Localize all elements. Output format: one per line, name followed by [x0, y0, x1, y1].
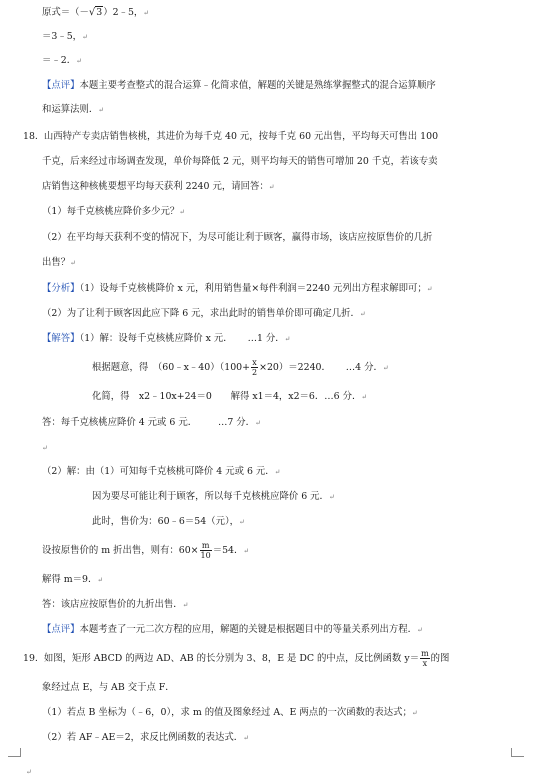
- paragraph-mark: ↵: [182, 601, 189, 609]
- numerator: m: [200, 541, 212, 551]
- paragraph-mark: ↵: [417, 626, 423, 634]
- question-number: 19.: [23, 653, 38, 664]
- text: 象经过点 E，与 AB 交于点 F．: [42, 682, 175, 693]
- paragraph-mark: ↵: [70, 259, 77, 267]
- text: 此时，售价为：60﹣6＝54（元），: [92, 516, 240, 527]
- paragraph-mark: ↵: [284, 335, 291, 343]
- text: （2）在平均每天获利不变的情况下，为尽可能让利于顾客，赢得市场，该店应按原售价的几折: [42, 232, 433, 243]
- paragraph-mark: ↵: [243, 734, 250, 742]
- comment-line: [42, 79, 436, 92]
- text: 设按原售价的 m 折出售，则有：60×: [42, 545, 199, 556]
- sub-question-2: [42, 256, 76, 270]
- equation-line: [92, 358, 389, 378]
- text: 解得 m＝9．: [42, 574, 98, 585]
- paragraph-mark: ↵: [143, 9, 150, 17]
- analysis-line: [42, 282, 433, 296]
- comment-tag: 【点评】: [42, 624, 80, 635]
- fraction: [251, 358, 258, 377]
- paragraph-mark: ↵: [179, 208, 186, 216]
- paragraph-mark: ↵: [98, 106, 105, 114]
- page-corner-mark: [8, 748, 21, 757]
- text: 出售？: [42, 257, 71, 268]
- paragraph-mark: ↵: [76, 57, 82, 65]
- text: 如图，矩形 ABCD 的两边 AD、AB 的长分别为 3、8，E 是 DC 的中点，反比例函数 y＝: [43, 653, 420, 664]
- answer-line: [42, 416, 261, 430]
- text: （1）解：设每千克核桃应降价 x 元．: [79, 333, 233, 344]
- comment-line: [42, 103, 104, 117]
- text: ＝3﹣5，: [42, 31, 83, 42]
- text: 山西特产专卖店销售核桃，其进价为每千克 40 元，按每千克 60 元出售，平均每天可售出 100: [43, 131, 439, 142]
- points: …1 分．: [247, 333, 285, 344]
- text: （2）为了让利于顾客因此应下降 6 元，求出此时的销售单价即可确定几折．: [42, 308, 360, 319]
- paragraph-mark: ↵: [274, 468, 281, 476]
- answer-line: [42, 332, 291, 346]
- question-19-line: [23, 649, 449, 669]
- analysis-tag: 【分析】: [42, 283, 80, 294]
- numerator: m: [421, 649, 429, 658]
- denominator: x: [422, 659, 428, 668]
- sub-question-1: [42, 205, 185, 219]
- solution-line: [92, 490, 335, 504]
- comment-line: [42, 623, 423, 637]
- equation-line: [92, 390, 367, 404]
- solution-line: [42, 54, 82, 68]
- comment-tag: 【点评】: [42, 80, 80, 91]
- solution-line: [42, 541, 249, 561]
- paragraph-mark: ↵: [239, 518, 245, 526]
- text: （1）每千克核桃应降价多少元？: [42, 206, 180, 217]
- denominator: 2: [252, 368, 258, 377]
- text: 根据题意，得 （60﹣x﹣40）（100+: [92, 362, 251, 373]
- solution-line: [42, 6, 149, 20]
- text: （1）若点 B 坐标为（﹣6，0），求 m 的值及图象经过 A、E 两点的一次函数的表达式；: [42, 707, 412, 718]
- text: 答：该店应按原售价的九折出售．: [42, 599, 183, 610]
- text: 和运算法则．: [42, 104, 99, 115]
- solution-line: [42, 465, 281, 479]
- fraction: [420, 649, 430, 668]
- numerator: x: [252, 358, 257, 367]
- text: 因为要尽可能让利于顾客，所以每千克核桃应降价 6 元．: [92, 491, 329, 502]
- analysis-line: [42, 307, 366, 321]
- radicand: 3: [96, 7, 103, 18]
- sqrt-sign: √: [88, 7, 96, 18]
- text: ＝﹣2．: [42, 55, 77, 66]
- text: 答：每千克核桃应降价 4 元或 6 元．: [42, 417, 198, 428]
- text: ×20）＝2240．: [259, 362, 331, 373]
- answer-line: [42, 598, 189, 612]
- text: ）2﹣5，: [103, 7, 144, 18]
- fraction: [200, 541, 212, 560]
- paragraph-mark: ↵: [82, 33, 88, 41]
- solution-line: [42, 573, 103, 587]
- paragraph-mark: ↵: [268, 183, 275, 191]
- blank-line: [42, 441, 48, 455]
- paragraph-mark: ↵: [359, 310, 366, 318]
- text: 店销售这种核桃要想平均每天获利 2240 元，请回答：: [42, 181, 269, 192]
- paragraph-mark: ↵: [42, 444, 48, 452]
- paragraph-mark: ↵: [361, 393, 368, 401]
- text: （1）设每千克核桃降价 x 元，利用销售量×每件利润＝2240 元列出方程求解即可；: [79, 283, 427, 294]
- paragraph-mark: ↵: [255, 419, 261, 427]
- question-18-line: [42, 180, 275, 194]
- question-18-line: [42, 155, 437, 168]
- paragraph-mark: ↵: [426, 285, 433, 293]
- text: 的图: [430, 653, 450, 664]
- paragraph-mark: ↵: [328, 493, 335, 501]
- text: 本题主要考查整式的混合运算﹣化简求值，解题的关键是熟练掌握整式的混合运算顺序: [79, 80, 436, 91]
- sub-question-2: [42, 731, 249, 745]
- paragraph-mark: ↵: [97, 576, 104, 584]
- text: 本题考查了一元二次方程的应用，解题的关键是根据题目中的等量关系列出方程．: [79, 624, 418, 635]
- solution-line: [42, 30, 88, 44]
- question-19-line: [42, 681, 175, 694]
- paragraph-mark: ↵: [382, 364, 389, 372]
- sub-question-1: [42, 706, 418, 720]
- points: …4 分．: [345, 362, 383, 373]
- text: （2）解：由（1）可知每千克核桃可降价 4 元或 6 元．: [42, 466, 275, 477]
- text: 原式＝（－: [42, 7, 89, 18]
- paragraph-mark: ↵: [26, 768, 32, 776]
- paragraph-mark: ↵: [411, 709, 418, 717]
- page-corner-mark: [511, 748, 524, 757]
- answer-tag: 【解答】: [42, 333, 80, 344]
- points: …7 分．: [217, 417, 256, 428]
- text: （2）若 AF﹣AE＝2，求反比例函数的表达式．: [42, 732, 244, 743]
- question-18-line: [23, 130, 438, 143]
- text: 化简，得 x2﹣10x+24＝0 解得 x1＝4，x2＝6．…6 分．: [92, 391, 362, 402]
- question-number: 18.: [23, 131, 38, 142]
- solution-line: [92, 515, 245, 529]
- text: 千克，后来经过市场调查发现，单价每降低 2 元，则平均每天的销售可增加 20 千克，若该专卖: [42, 156, 438, 167]
- text: ＝54．: [212, 545, 244, 556]
- sub-question-2: [42, 231, 432, 244]
- paragraph-mark: ↵: [243, 547, 250, 555]
- denominator: 10: [200, 551, 211, 560]
